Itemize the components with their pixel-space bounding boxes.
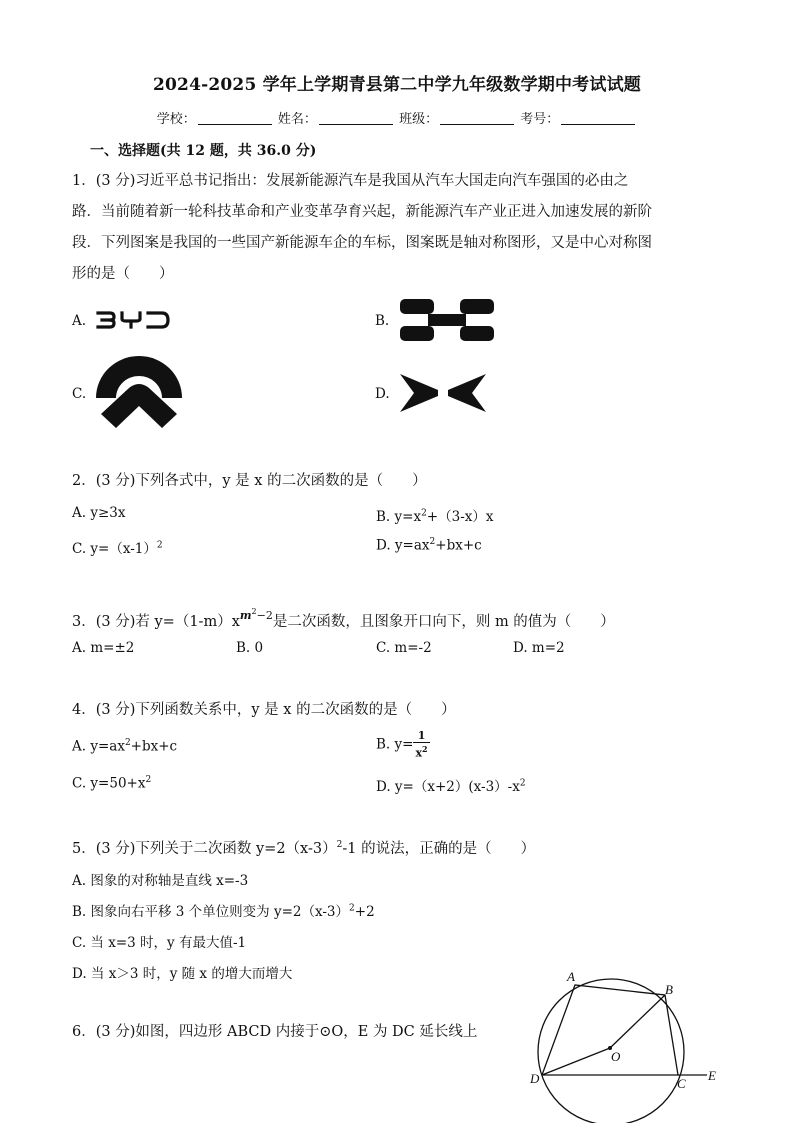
- school-blank[interactable]: [198, 111, 272, 125]
- q3-option-a: A. m=±2: [72, 640, 135, 656]
- xpeng-logo-icon: [400, 374, 486, 412]
- fraction-one-over-x-squared: $\frac{1}{x^2}$: [415, 729, 428, 760]
- section-heading: 一、选择题(共 12 题，共 36.0 分): [90, 143, 317, 159]
- class-blank[interactable]: [440, 111, 514, 125]
- q5-option-b: B. 图象向右平移 3 个单位则变为 $y=2(x-3)^2+2$: [72, 903, 375, 920]
- q1-line-1: 1．(3 分)习近平总书记指出：发展新能源汽车是我国从汽车大国走向汽车强国的必由之: [72, 173, 629, 189]
- question-2-stem: 2．(3 分)下列各式中，y 是 x 的二次函数的是（ ）: [72, 473, 427, 489]
- number-blank[interactable]: [561, 111, 635, 125]
- question-4-stem: 4．(3 分)下列函数关系中，y 是 x 的二次函数的是（ ）: [72, 702, 456, 718]
- segment-do: [542, 1048, 610, 1075]
- q1-line-4: 形的是（ ）: [72, 266, 174, 282]
- label-o: O: [611, 1049, 621, 1064]
- q1-option-d-label: D.: [375, 386, 390, 402]
- q2-option-d: D. $y=ax^2+bx+c$: [376, 537, 482, 554]
- school-label: 学校：: [156, 112, 196, 127]
- nio-logo-icon: [96, 356, 182, 432]
- q1-option-b-label: B.: [375, 313, 390, 329]
- quadrilateral-abcd: [542, 985, 678, 1075]
- name-blank[interactable]: [319, 111, 393, 125]
- q4-option-c: C. $y=50+x^2$: [72, 775, 152, 792]
- page-title: 2024-2025 学年上学期青县第二中学九年级数学期中考试试题: [152, 75, 641, 95]
- byd-logo-icon: [96, 310, 172, 330]
- question-3-stem: 3．(3 分)若 $y=(1-m)x^{m2-2}$是二次函数，且图象开口向下，则 m 的值为（ ）: [72, 607, 615, 630]
- label-e: E: [708, 1068, 716, 1083]
- q2-option-b: B. $y=x^2+(3-x)x$: [376, 508, 494, 525]
- q5-option-c: C. 当 x=3 时，y 有最大值-1: [72, 935, 247, 951]
- q5-option-d: D. 当 x＞3 时，y 随 x 的增大而增大: [72, 966, 293, 982]
- question-5-stem: 5．(3 分)下列关于二次函数 $y=2(x-3)^2-1$ 的说法，正确的是（ ）: [72, 840, 536, 857]
- label-a: A: [567, 969, 575, 984]
- q3-option-d: D. m=2: [513, 640, 565, 656]
- q1-line-3: 段．下列图案是我国的一些国产新能源车企的车标，图案既是轴对称图形，又是中心对称图: [72, 235, 652, 251]
- label-d: D: [530, 1071, 540, 1086]
- class-label: 班级：: [399, 112, 439, 127]
- q3-option-c: C. m=-2: [376, 640, 432, 656]
- label-b: B: [665, 982, 673, 997]
- q1-option-a-label: A.: [72, 313, 87, 329]
- q2-option-c: C. $y=(x-1)^2$: [72, 540, 163, 557]
- number-label: 考号：: [520, 112, 560, 127]
- q4-option-b: B. y= $\frac{1}{x^2}$: [376, 729, 428, 760]
- q5-option-a: A. 图象的对称轴是直线 x=-3: [72, 873, 249, 889]
- q2-option-a: A. y≥3x: [72, 505, 126, 521]
- q1-line-2: 路．当前随着新一轮科技革命和产业变革孕育兴起，新能源汽车产业正进入加速发展的新阶: [72, 204, 652, 220]
- student-info-line: [0, 108, 794, 127]
- q4-option-a: A. $y=ax^2+bx+c$: [72, 738, 178, 755]
- name-label: 姓名：: [277, 112, 317, 127]
- inscribed-quadrilateral-diagram: [525, 965, 725, 1123]
- question-6-stem: 6．(3 分)如图，四边形 ABCD 内接于⊙O，E 为 DC 延长线上: [72, 1024, 478, 1040]
- double-bar-logo-icon: [400, 299, 494, 341]
- q3-option-b: B. 0: [236, 640, 264, 656]
- q4-option-d: D. $y=(x+2)(x-3)-x^2$: [376, 778, 526, 795]
- question-1-stem: [72, 166, 732, 290]
- label-c: C: [677, 1076, 686, 1091]
- q1-option-c-label: C.: [72, 386, 87, 402]
- segment-ob: [610, 995, 665, 1048]
